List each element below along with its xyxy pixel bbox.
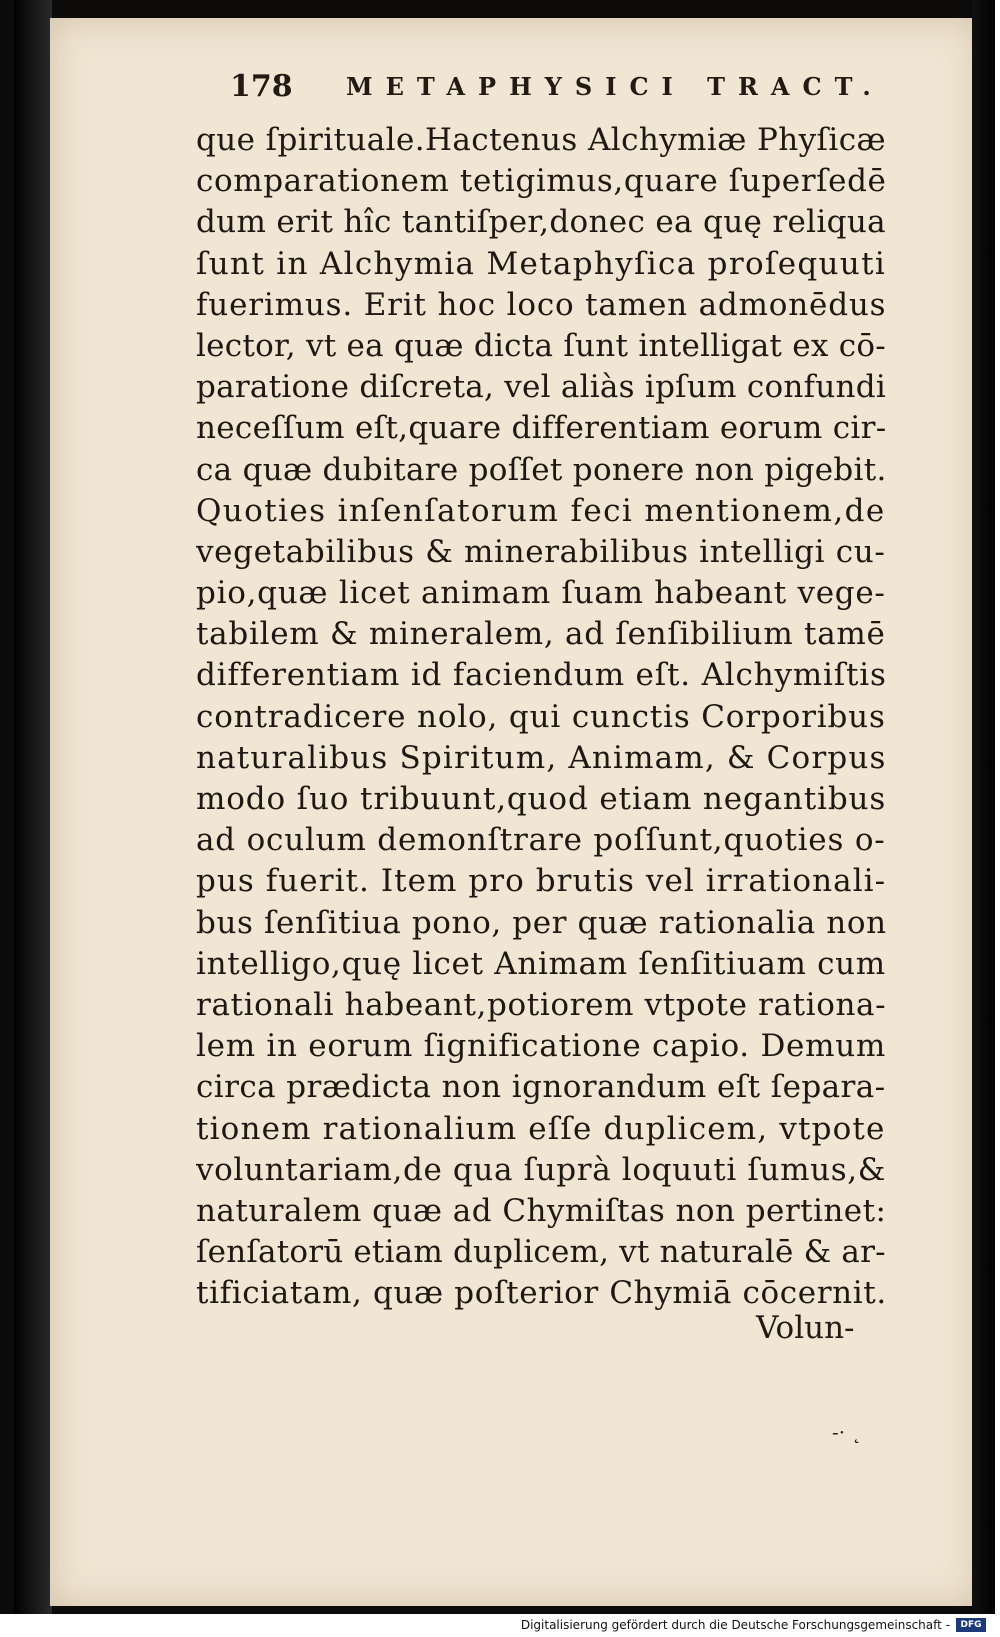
dfg-logo: DFG [956, 1618, 986, 1632]
text-line: neceſſum eſt,quare differentiam eorum cir- [196, 410, 887, 447]
page-header [230, 64, 884, 110]
text-line: que ſpirituale.Hactenus Alchymiæ Phyſicæ [196, 122, 887, 158]
running-title: METAPHYSICI TRACT. [346, 72, 884, 101]
text-line: pus fuerit. Item pro brutis vel irrationali- [196, 863, 887, 900]
text-line: ad oculum demonſtrare poſſunt,quoties o- [196, 822, 886, 859]
text-line: comparationem tetigimus,quare ſuperſedē [196, 163, 887, 200]
text-line: voluntariam,de qua ſuprà loquuti ſumus,& [196, 1151, 886, 1188]
footer-bar [0, 1614, 1000, 1637]
book-gutter [14, 0, 52, 1614]
text-line: vegetabilibus & minerabilibus intelligi cu- [196, 533, 886, 570]
text-line: tionem rationalium eſſe duplicem, vtpote [196, 1110, 886, 1147]
text-line: paratione diſcreta, vel aliàs ipſum confundi [196, 369, 887, 406]
page-number: 178 [230, 69, 293, 104]
text-line: bus ſenſitiua pono, per quæ rationalia non [196, 904, 887, 941]
text-line: pio,quæ licet animam ſuam habeant vege- [196, 575, 886, 612]
text-line: naturalibus Spiritum, Animam, & Corpus [196, 739, 887, 776]
text-line: fuerimus. Erit hoc loco tamen admonēdus [196, 286, 887, 323]
text-line: intelligo,quę licet Animam ſenſitiuam cum [196, 945, 886, 982]
text-line: circa prædicta non ignorandum eſt ſepara- [196, 1069, 886, 1106]
text-line: ſenſatorū etiam duplicem, vt naturalē & ar- [196, 1234, 886, 1271]
text-line: naturalem quæ ad Chymiſtas non pertinet: [196, 1192, 887, 1229]
text-line: differentiam id faciendum eſt. Alchymiſtis [196, 657, 887, 694]
text-line: lem in eorum ſignificatione capio. Demum [196, 1028, 887, 1065]
catchword: Volun- [756, 1310, 855, 1346]
text-line: lector, vt ea quæ dicta ſunt intelligat ex cō- [196, 327, 887, 364]
text-line: rationali habeant,potiorem vtpote rationa- [196, 986, 887, 1023]
ink-speck-mark: -· ˛ [832, 1420, 862, 1444]
text-line: ca quæ dubitare poſſet ponere non pigebit. [196, 451, 887, 488]
digitization-credit: Digitalisierung gefördert durch die Deutsche Forschungsgemeinschaft - [520, 1618, 950, 1632]
text-line: tabilem & mineralem, ad ſenſibilium tamē [196, 616, 886, 653]
text-line: dum erit hîc tantiſper,donec ea quę reliqua [196, 204, 886, 241]
text-line: tificiatam, quæ poſterior Chymiā cōcernit. [196, 1275, 887, 1312]
text-line: Quoties inſenſatorum feci mentionem,de [196, 492, 886, 529]
text-line: contradicere nolo, qui cunctis Corporibus [196, 698, 886, 735]
text-line: modo ſuo tribuunt,quod etiam negantibus [196, 781, 887, 817]
body-text [196, 120, 896, 1314]
text-line: ſunt in Alchymia Metaphyſica proſequuti [196, 245, 887, 282]
page-edge [972, 0, 995, 1614]
